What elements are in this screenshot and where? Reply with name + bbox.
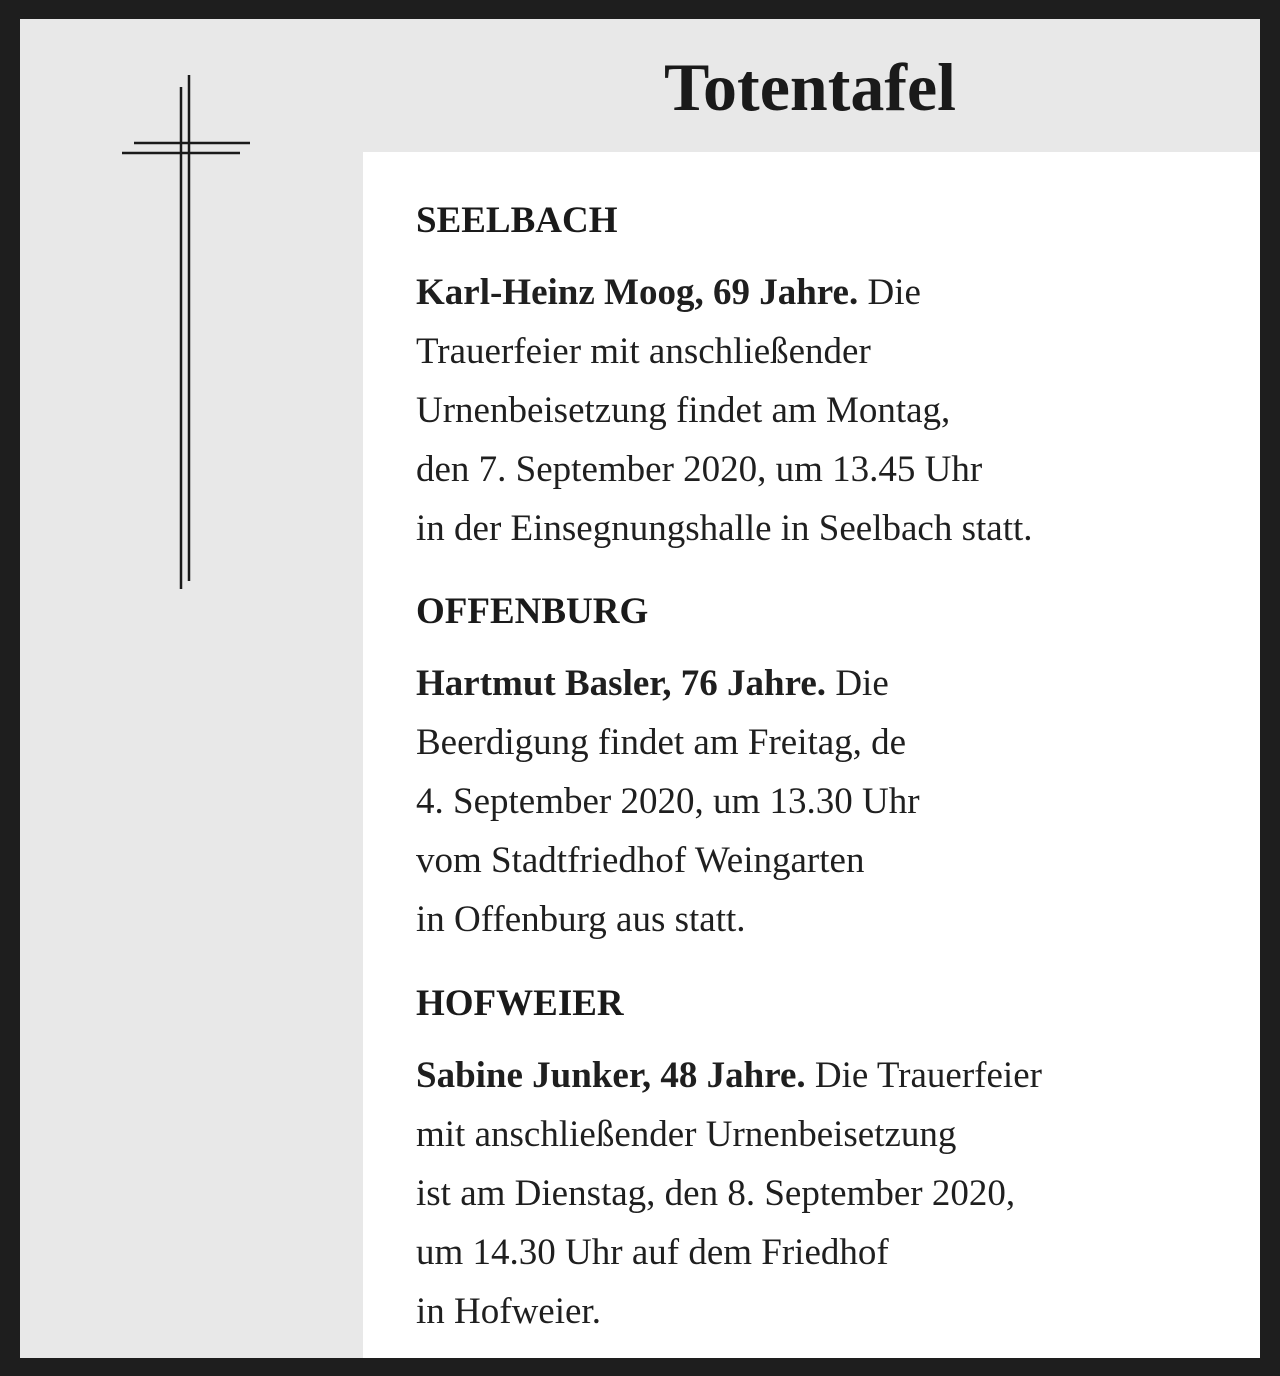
notice-text: Karl-Heinz Moog, 69 Jahre. Die Trauerfeier mit anschließender Urnenbeisetzung findet am Montag, den 7. September 2020, um 13.45 Uhr in der Einsegnungshalle in Seelbach statt. xyxy=(416,272,1033,549)
notice-place: OFFENBURG xyxy=(416,591,649,632)
notice-seelbach xyxy=(416,199,1250,558)
notice-text: Sabine Junker, 48 Jahre. Die Trauerfeier mit anschließender Urnenbeisetzung ist am Dienstag, den 8. September 2020, um 14.30 Uhr auf dem Friedhof in Hofweier. xyxy=(416,1055,1042,1332)
notices-area xyxy=(363,152,1260,1358)
notice-place: HOFWEIER xyxy=(416,983,624,1024)
notice-offenburg xyxy=(416,590,1250,949)
page-title: Totentafel xyxy=(663,49,957,125)
notice-text: Hartmut Basler, 76 Jahre. Die Beerdigung findet am Freitag, de 4. September 2020, um 13.30 Uhr vom Stadtfriedhof Weingarten in Offenburg aus statt. xyxy=(416,663,920,940)
cross-icon xyxy=(120,75,260,595)
deceased-name: Karl-Heinz Moog, 69 Jahre. xyxy=(416,272,859,313)
notice-place: SEELBACH xyxy=(416,200,618,241)
obituary-panel xyxy=(20,19,1260,1358)
deceased-name: Sabine Junker, 48 Jahre. xyxy=(416,1055,806,1096)
notice-hofweier xyxy=(416,982,1250,1341)
deceased-name: Hartmut Basler, 76 Jahre. xyxy=(416,663,827,704)
